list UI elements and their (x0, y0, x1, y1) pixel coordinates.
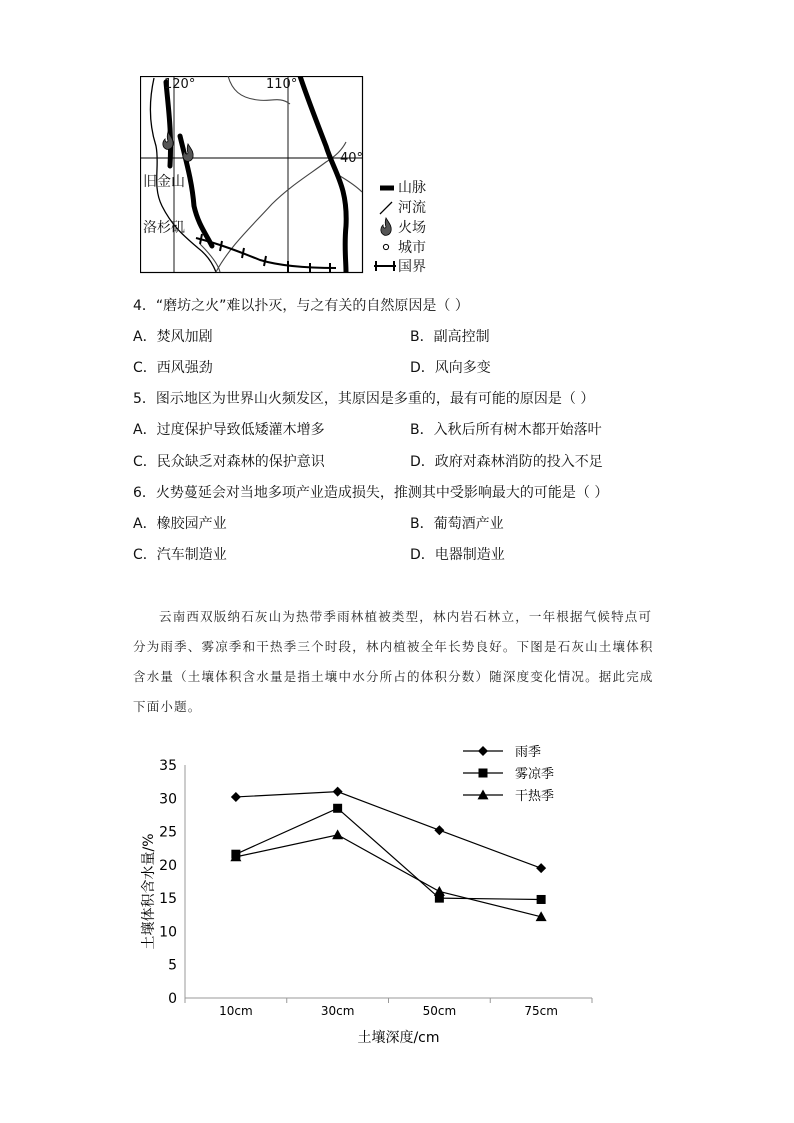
passage-line: 云南西双版纳石灰山为热带季雨林植被类型，林内岩石林立，一年根据气候特点可 (159, 609, 653, 624)
data-point-series-2 (332, 829, 343, 839)
question-4-option-d: D．风向多变 (410, 360, 491, 376)
legend-label-fire: 火场 (398, 220, 426, 236)
lon-label-120: 120° (164, 77, 196, 92)
legend-marker-1 (479, 769, 488, 778)
y-axis-label: 土壤体积含水量/% (141, 833, 157, 950)
legend-river-icon (380, 202, 392, 214)
lon-label-110: 110° (266, 77, 298, 92)
question-6-option-d: D．电器制造业 (410, 547, 505, 563)
data-point-series-2 (434, 886, 445, 896)
series-line-2 (236, 835, 541, 917)
question-4-stem: 4．“磨坊之火”难以扑灭，与之有关的自然原因是（ ） (133, 298, 469, 314)
city-label-los-angeles: 洛杉矶 (143, 220, 185, 236)
question-5-stem: 5．图示地区为世界山火频发区，其原因是多重的，最有可能的原因是（ ） (133, 391, 595, 407)
passage-line: 分为雨季、雾凉季和干热季三个时段，林内植被全年长势良好。下图是石灰山土壤体积 (133, 639, 654, 654)
lat-label-40: 40° (340, 151, 364, 166)
x-tick-label: 50cm (422, 1004, 457, 1018)
x-axis-label: 土壤深度/cm (357, 1030, 440, 1046)
legend-label-river: 河流 (398, 200, 426, 216)
series-line-0 (236, 792, 541, 869)
legend-national-border-icon (374, 261, 396, 271)
question-4-option-a: A．焚风加剧 (133, 329, 213, 345)
legend-label-1: 雾凉季 (515, 767, 555, 782)
data-point-series-1 (537, 895, 546, 904)
legend-fire-icon (381, 218, 391, 235)
question-6-stem: 6．火势蔓延会对当地多项产业造成损失，推测其中受影响最大的可能是（ ） (133, 485, 609, 501)
question-4-option-b: B．副高控制 (410, 329, 490, 345)
legend-marker-0 (478, 746, 488, 756)
question-4-option-c: C．西风强劲 (133, 360, 213, 376)
series-line-1 (236, 808, 541, 899)
y-tick-label: 15 (159, 891, 177, 908)
question-5-option-b: B．入秋后所有树木都开始落叶 (410, 422, 602, 438)
map-svg (140, 76, 440, 276)
data-point-series-0 (231, 792, 241, 802)
legend-label-2: 干热季 (515, 789, 555, 804)
soil-moisture-chart (130, 735, 610, 1055)
x-tick-label: 75cm (524, 1004, 558, 1018)
y-tick-label: 25 (159, 824, 177, 841)
passage-line: 下面小题。 (133, 699, 202, 714)
question-5-option-a: A．过度保护导致低矮灌木增多 (133, 422, 325, 438)
y-tick-label: 0 (168, 991, 177, 1007)
data-point-series-1 (333, 804, 342, 813)
y-tick-label: 5 (168, 957, 177, 974)
legend-city-icon (383, 244, 388, 249)
x-tick-label: 30cm (320, 1004, 355, 1018)
legend-label-0: 雨季 (515, 745, 542, 760)
legend-label-mountain: 山脉 (398, 180, 426, 196)
y-tick-label: 20 (159, 857, 177, 874)
legend-label-city: 城市 (398, 240, 426, 256)
question-6-option-b: B．葡萄酒产业 (410, 516, 504, 532)
y-tick-label: 10 (159, 924, 177, 941)
legend-label-border: 国界 (398, 259, 426, 275)
data-point-series-0 (333, 787, 343, 797)
map-figure (140, 76, 440, 276)
question-5-option-d: D．政府对森林消防的投入不足 (410, 454, 603, 470)
question-6-option-a: A．橡胶园产业 (133, 516, 227, 532)
city-label-san-francisco: 旧金山 (143, 174, 185, 190)
data-point-series-0 (536, 863, 546, 873)
passage-line: 含水量（土壤体积含水量是指土壤中水分所占的体积分数）随深度变化情况。据此完成 (133, 669, 654, 684)
question-5-option-c: C．民众缺乏对森林的保护意识 (133, 454, 325, 470)
passage (133, 602, 663, 722)
x-tick-label: 10cm (219, 1004, 253, 1018)
data-point-series-0 (434, 825, 444, 835)
y-tick-label: 30 (159, 791, 177, 808)
chart-svg (130, 735, 610, 1055)
question-6-option-c: C．汽车制造业 (133, 547, 227, 563)
y-tick-label: 35 (159, 758, 177, 774)
